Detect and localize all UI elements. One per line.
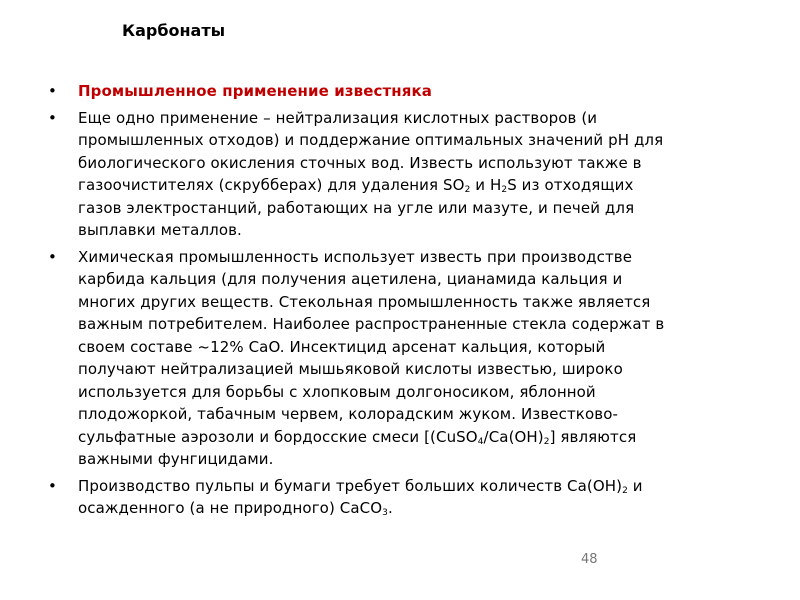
text-line: плодожоркой, табачным червем, колорадским жуком. Известково-	[78, 405, 618, 423]
bullet-paper-industry	[48, 475, 768, 520]
text-line: газов электростанций, работающих на угле или мазуте, и печей для	[78, 198, 635, 217]
text-line	[78, 174, 768, 197]
slide-title: Карбонаты	[122, 21, 226, 40]
text-line: многих других веществ. Стекольная промышленность также является	[78, 292, 651, 311]
bullet-marker: •	[48, 476, 57, 495]
bullet-marker: •	[48, 247, 57, 266]
text-line: промышленных отходов) и поддержание оптимальных значений pH для	[78, 131, 664, 149]
text-line: выплавки металлов.	[78, 221, 242, 239]
subscript: 2	[464, 184, 471, 195]
text-fragment: осажденного (а не природного) CaCO	[78, 499, 383, 517]
subscript: 4	[477, 436, 484, 447]
bullet-marker: •	[48, 108, 57, 127]
text-fragment: .	[387, 499, 393, 517]
bullet-heading	[48, 80, 768, 103]
bullet-marker: •	[48, 82, 57, 100]
subscript: 2	[543, 436, 550, 447]
page-number: 48	[581, 552, 598, 567]
subscript: 3	[382, 507, 388, 518]
text-fragment: /Ca(OH)	[483, 427, 544, 446]
section-heading: Промышленное применение известняка	[78, 82, 432, 100]
text-line: используется для борьбы с хлопковым долгоносиком, яблонной	[78, 382, 596, 401]
text-fragment: и H	[470, 176, 502, 194]
text-line	[78, 497, 768, 520]
text-line	[78, 426, 768, 449]
text-fragment: сульфатные аэрозоли и бордосские смеси [(CuSO	[78, 427, 478, 446]
bullet-chemical-industry	[48, 246, 768, 471]
subscript: 2	[501, 184, 508, 195]
text-line: Химическая промышленность использует известь при производстве	[78, 247, 633, 266]
text-line	[78, 475, 768, 498]
text-line: важным потребителем. Наиболее распространенные стекла содержат в	[78, 315, 665, 333]
subscript: 2	[622, 485, 628, 496]
bullet-list	[48, 80, 768, 524]
text-fragment: газоочистителях (скрубберах) для удаления SO	[78, 176, 465, 194]
text-line: получают нейтрализацией мышьяковой кислоты известью, широко	[78, 360, 623, 378]
text-line: важными фунгицидами.	[78, 450, 274, 468]
text-fragment: S из отходящих	[507, 176, 634, 194]
text-fragment: Производство пульпы и бумаги требует больших количеств Ca(OH)	[78, 476, 623, 495]
text-line: биологического окисления сточных вод. Известь используют также в	[78, 153, 642, 172]
text-line: своем составе ~12% CaO. Инсектицид арсенат кальция, который	[78, 337, 606, 356]
text-fragment: ] являются	[549, 427, 637, 446]
text-line: Еще одно применение – нейтрализация кислотных растворов (и	[78, 108, 598, 127]
bullet-neutralization	[48, 107, 768, 242]
text-line: карбида кальция (для получения ацетилена, цианамида кальция и	[78, 270, 623, 288]
text-fragment: и	[627, 476, 643, 495]
